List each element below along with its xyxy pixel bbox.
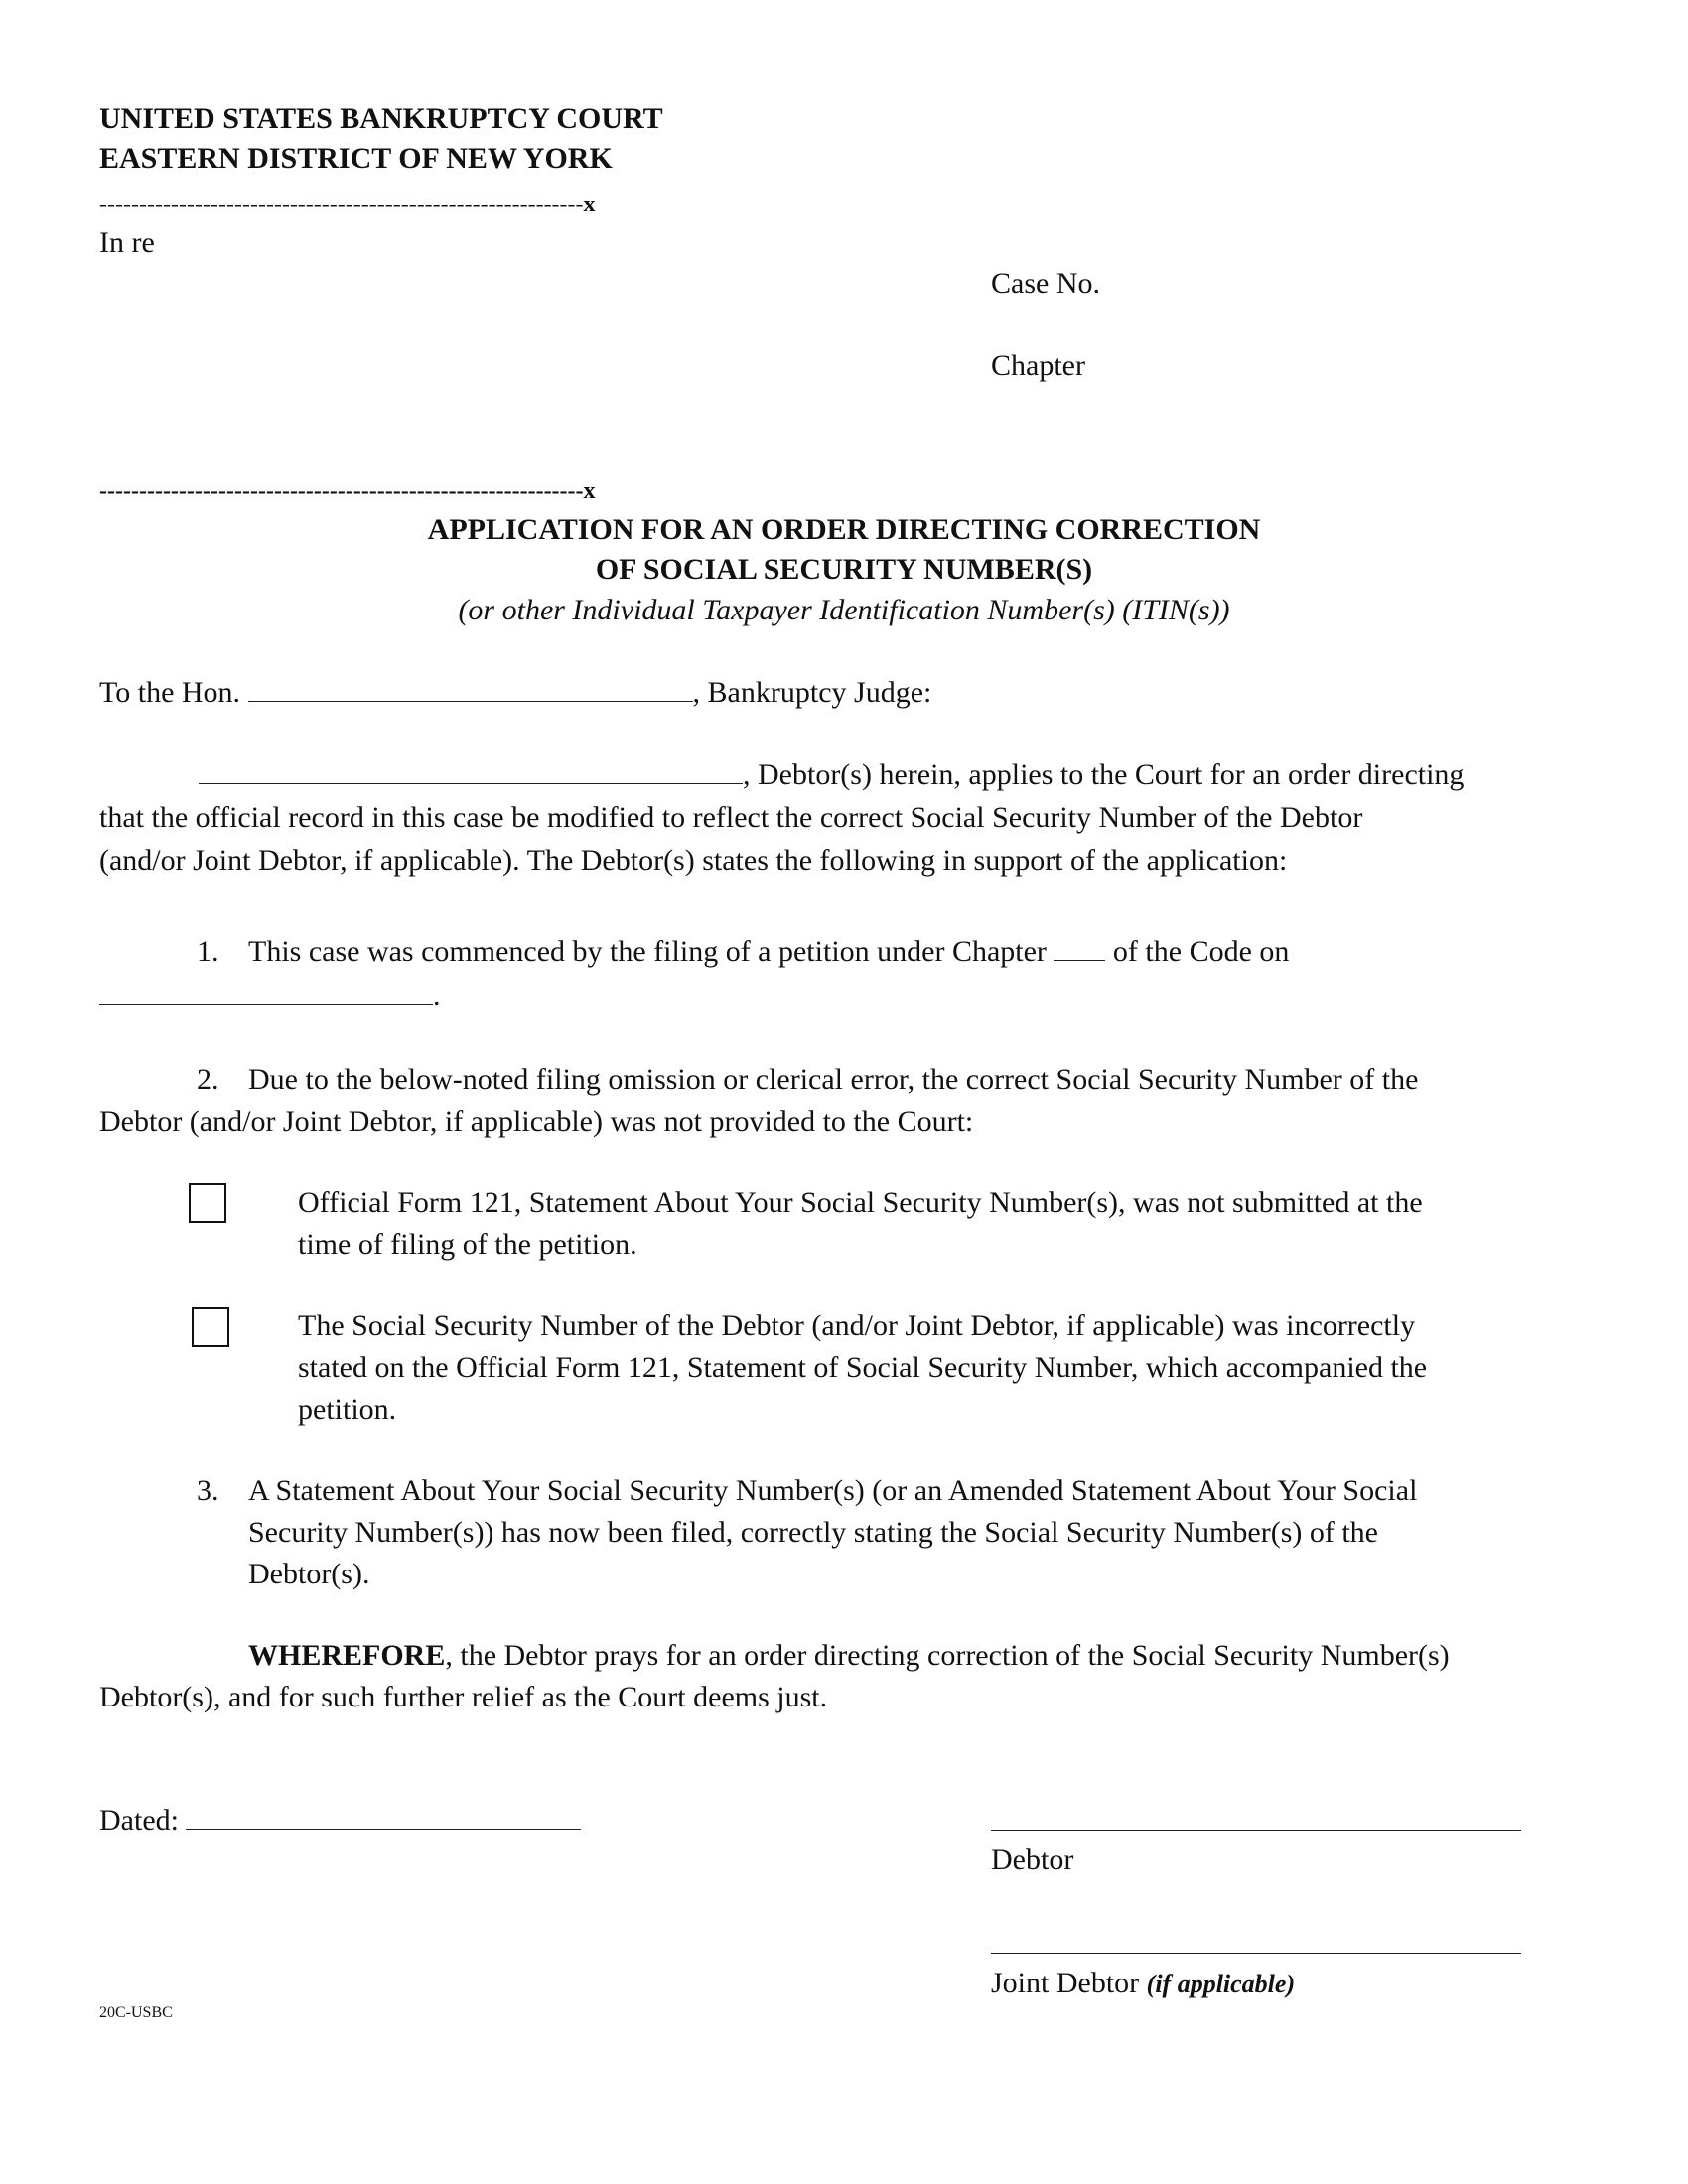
dated-blank[interactable] <box>186 1801 581 1830</box>
item-2-line2: Debtor (and/or Joint Debtor, if applicable) was not provided to the Court: <box>99 1105 974 1138</box>
item-1-text-b: of the Code on <box>1112 935 1290 968</box>
document-title-line2: OF SOCIAL SECURITY NUMBER(S) <box>595 553 1093 586</box>
wherefore-lead: WHEREFORE <box>248 1639 446 1672</box>
caption-divider-top: -------------------------------------------------------------x <box>99 192 596 217</box>
debtor-signature-line[interactable] <box>991 1830 1521 1831</box>
intro-line1-text: , Debtor(s) herein, applies to the Court for an order directing <box>743 758 1465 791</box>
item-2-number: 2. <box>197 1063 219 1096</box>
item-1-line1 <box>248 931 1289 973</box>
option-b-line1: The Social Security Number of the Debtor (and/or Joint Debtor, if applicable) was incorrectly <box>298 1309 1416 1342</box>
petition-date-blank[interactable] <box>99 976 433 1005</box>
wherefore-line2: Debtor(s), and for such further relief as the Court deems just. <box>99 1681 828 1713</box>
joint-debtor-label: Joint Debtor <box>991 1967 1140 1999</box>
option-a-line2: time of filing of the petition. <box>298 1228 637 1261</box>
wherefore-line1 <box>248 1635 1450 1677</box>
option-b-checkbox[interactable] <box>192 1307 229 1347</box>
item-3-number: 3. <box>197 1474 219 1507</box>
judge-name-blank[interactable] <box>248 673 693 702</box>
in-re-label: In re <box>99 226 155 259</box>
item-1-line2 <box>99 975 441 1017</box>
item-3-line2: Security Number(s)) has now been filed, correctly stating the Social Security Number(s) of the <box>248 1516 1378 1549</box>
salutation <box>99 672 931 714</box>
joint-debtor-note: (if applicable) <box>1146 1970 1296 1998</box>
joint-debtor-signature-line[interactable] <box>991 1953 1521 1954</box>
option-a-checkbox[interactable] <box>189 1183 226 1223</box>
joint-debtor-row <box>991 1963 1295 2005</box>
dated-label: Dated: <box>99 1804 179 1837</box>
court-district: EASTERN DISTRICT OF NEW YORK <box>99 142 613 175</box>
item-1-text-a: This case was commenced by the filing of a petition under Chapter <box>248 935 1047 968</box>
case-no-label: Case No. <box>991 267 1100 300</box>
caption-divider-bottom: -------------------------------------------------------------x <box>99 478 596 504</box>
dated-row <box>99 1800 581 1842</box>
item-2-line1: Due to the below-noted filing omission or clerical error, the correct Social Security Number of the <box>248 1063 1419 1096</box>
debtor-name-blank[interactable] <box>199 755 743 784</box>
option-a-line1: Official Form 121, Statement About Your Social Security Number(s), was not submitted at the <box>298 1186 1423 1219</box>
option-b-line3: petition. <box>298 1393 397 1426</box>
salutation-suffix: , Bankruptcy Judge: <box>692 676 932 709</box>
form-code: 20C-USBC <box>99 2004 173 2021</box>
debtor-label: Debtor <box>991 1843 1074 1876</box>
document-title-line1: APPLICATION FOR AN ORDER DIRECTING CORRECTION <box>427 513 1261 546</box>
option-b-line2: stated on the Official Form 121, Statement of Social Security Number, which accompanied the <box>298 1351 1428 1384</box>
chapter-label: Chapter <box>991 349 1085 382</box>
intro-line1 <box>199 754 1464 796</box>
salutation-prefix: To the Hon. <box>99 676 241 709</box>
wherefore-line1-text: , the Debtor prays for an order directing correction of the Social Security Number(s) <box>445 1639 1450 1672</box>
item-3-line3: Debtor(s). <box>248 1558 370 1590</box>
court-name: UNITED STATES BANKRUPTCY COURT <box>99 102 663 135</box>
intro-line2: that the official record in this case be modified to reflect the correct Social Security Number of the Debtor <box>99 801 1363 834</box>
intro-line3: (and/or Joint Debtor, if applicable). The Debtor(s) states the following in support of the application: <box>99 844 1288 877</box>
item-1-end: . <box>433 979 441 1012</box>
item-1-number: 1. <box>197 935 219 968</box>
chapter-number-blank[interactable] <box>1054 932 1105 961</box>
document-subtitle: (or other Individual Taxpayer Identification Number(s) (ITIN(s)) <box>458 594 1230 626</box>
item-3-line1: A Statement About Your Social Security Number(s) (or an Amended Statement About Your Social <box>248 1474 1418 1507</box>
